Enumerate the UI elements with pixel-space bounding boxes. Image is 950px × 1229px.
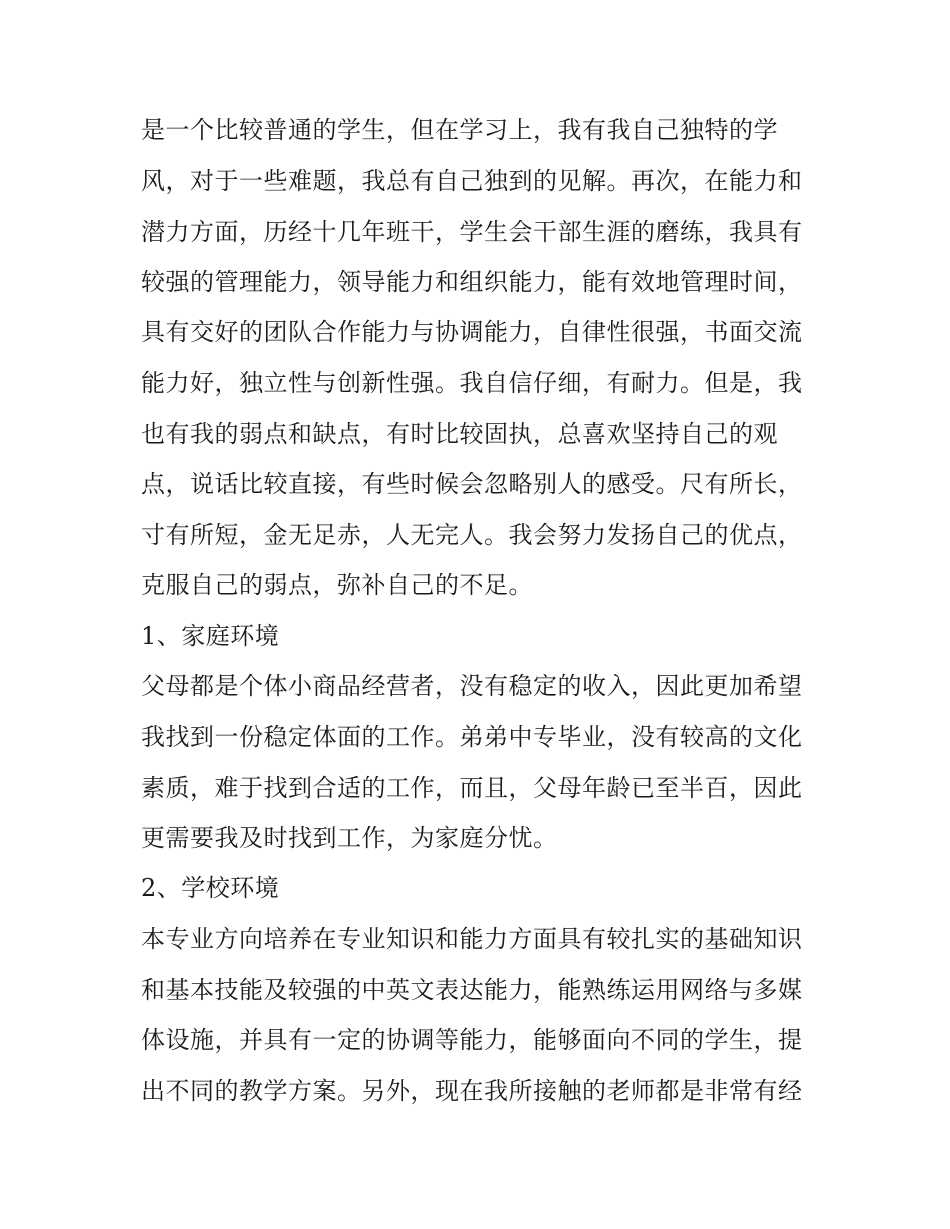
text-line: 较强的管理能力，领导能力和组织能力，能有效地管理时间，	[141, 268, 803, 296]
text-line: 克服自己的弱点，弥补自己的不足。	[141, 571, 533, 599]
text-line: 风，对于一些难题，我总有自己独到的见解。再次，在能力和	[141, 167, 803, 195]
text-line: 潜力方面，历经十几年班干，学生会干部生涯的磨练，我具有	[141, 218, 803, 246]
text-line: 是一个比较普通的学生，但在学习上，我有我自己独特的学	[141, 116, 778, 144]
text-line: 和基本技能及较强的中英文表达能力，能熟练运用网络与多媒	[141, 976, 803, 1004]
text-line: 父母都是个体小商品经营者，没有稳定的收入，因此更加希望	[141, 672, 803, 700]
text-line: 体设施，并具有一定的协调等能力，能够面向不同的学生，提	[141, 1026, 803, 1054]
text-line: 具有交好的团队合作能力与协调能力，自律性很强，书面交流	[141, 318, 803, 346]
text-line: 点，说话比较直接，有些时候会忽略别人的感受。尺有所长，	[141, 470, 803, 498]
text-line: 能力好，独立性与创新性强。我自信仔细，有耐力。但是，我	[141, 369, 803, 397]
text-line: 寸有所短，金无足赤，人无完人。我会努力发扬自己的优点，	[141, 521, 803, 549]
section-heading-school: 2、学校环境	[141, 874, 280, 902]
text-line: 本专业方向培养在专业知识和能力方面具有较扎实的基础知识	[141, 925, 803, 953]
text-line: 出不同的教学方案。另外，现在我所接触的老师都是非常有经	[141, 1077, 803, 1105]
text-line: 也有我的弱点和缺点，有时比较固执，总喜欢坚持自己的观	[141, 420, 778, 448]
text-line: 更需要我及时找到工作，为家庭分忧。	[141, 824, 558, 852]
text-line: 我找到一份稳定体面的工作。弟弟中专毕业，没有较高的文化	[141, 723, 803, 751]
text-line: 素质，难于找到合适的工作，而且，父母年龄已至半百，因此	[141, 774, 803, 802]
section-heading-family: 1、家庭环境	[141, 622, 280, 650]
